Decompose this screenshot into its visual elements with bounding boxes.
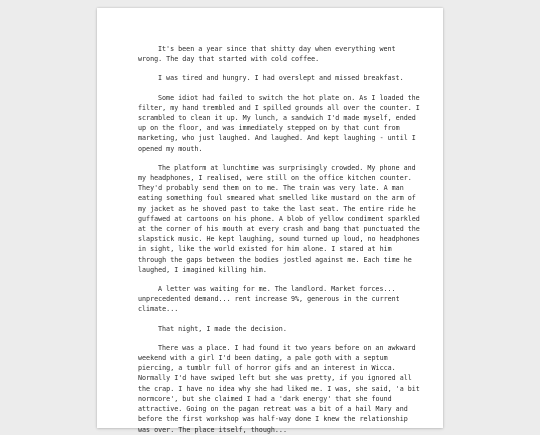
- paragraph-6: That night, I made the decision.: [158, 324, 287, 333]
- paragraph-2: I was tired and hungry. I had overslept and missed breakfast.: [158, 74, 404, 83]
- paragraph-1: It's been a year since that shitty day when everything went wrong. The day that started with cold coffee.: [138, 45, 400, 64]
- document-page: [97, 8, 443, 434]
- paragraph-4: The platform at lunchtime was surprisingly crowded. My phone and my headphones, I realised, were still on the office kitchen counter. They'd probably send them on to me. The train was very late. A man eating something foul smeared what smelled like mustard on the arm of my jacket as he shoved past to take the last seat. The entire ride he guffawed at cartoons on his phone. A blob of yellow condiment sparkled at the corner of his mouth at every crash and bang that punctuated the slapstick music. He kept laughing, sound turned up loud, no headphones in sight, like the world existed for him alone. I stared at him through the gaps between the bodies jostled against me. Each time he laughed, I imagined killing him.: [138, 163, 424, 274]
- paragraph-7: There was a place. I had found it two years before on an awkward weekend with a girl I'd been dating, a pale goth with a septum piercing, a tumblr full of horror gifs and an interest in Wicca. Normally I'd have swiped left but she was pretty, if you ignored all the crap. I have no idea why she had liked me. I was, she said, 'a bit normcore', but she claimed I had a 'dark energy' that she found attractive. Going on the pagan retreat was a bit of a hail Mary and before the first workshop was half-way done I knew the relationship was over. The place itself, though...: [138, 343, 424, 434]
- paragraph-5: A letter was waiting for me. The landlord. Market forces... unprecedented demand... rent increase 9%, generous in the current climate...: [138, 285, 404, 314]
- paragraph-3: Some idiot had failed to switch the hot plate on. As I loaded the filter, my hand trembled and I spilled grounds all over the counter. I scrambled to clean it up. My lunch, a sandwich I'd made myself, ended up on the floor, and was immediately stepped on by that cunt from marketing, who just laughed. And laughed. And kept laughing - until I opened my mouth.: [138, 93, 424, 153]
